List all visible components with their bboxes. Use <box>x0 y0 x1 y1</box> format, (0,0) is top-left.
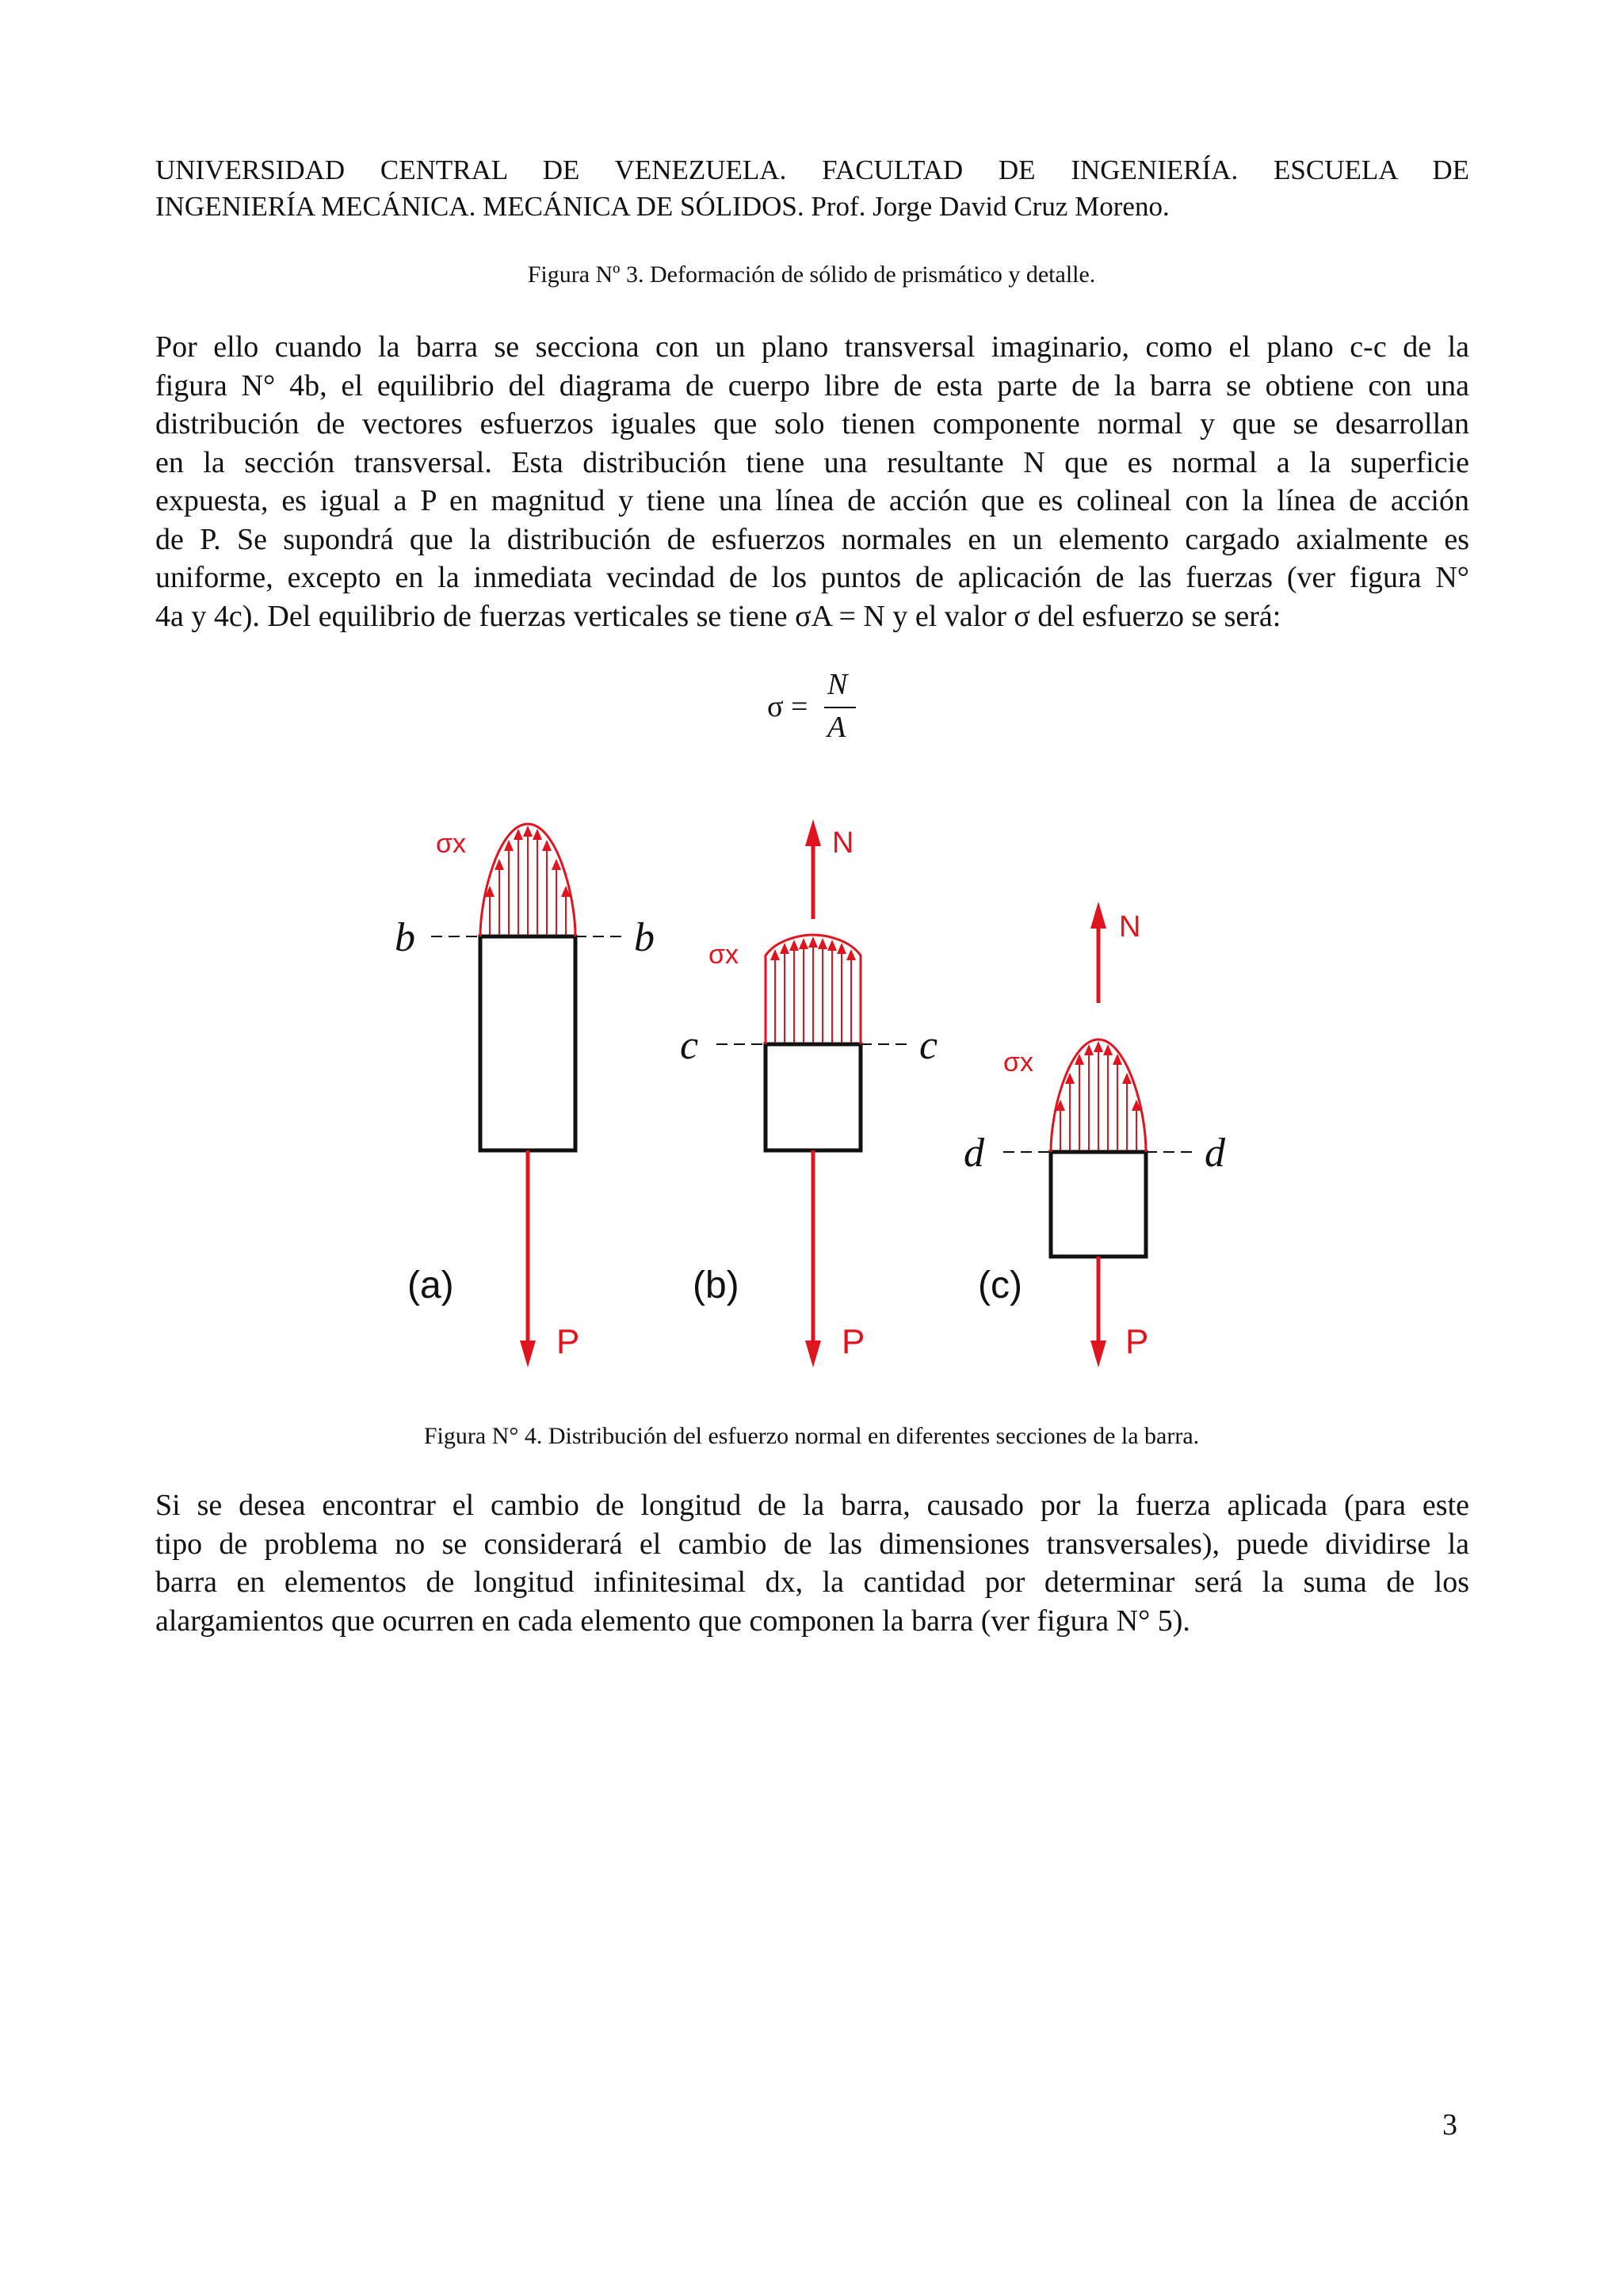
force-arrowhead-n-c <box>1090 902 1106 929</box>
force-arrowhead-p-a <box>520 1341 536 1367</box>
panel-label-c: (c) <box>978 1264 1022 1306</box>
paragraph-line: 4a y 4c). Del equilibrio de fuerzas verticales se tiene σA = N y el valor σ del esfuerzo se será: <box>155 599 1281 633</box>
paragraph-line: barra en elementos de longitud infinitesimal dx, la cantidad por determinar será la suma de los <box>155 1566 1469 1599</box>
paragraph-line: tipo de problema no se considerará el cambio de las dimensiones transversales), puede dividirse la <box>155 1527 1469 1561</box>
stress-label-c: σx <box>1003 1047 1033 1077</box>
force-label-p-c: P <box>1125 1322 1149 1361</box>
paragraph-line: figura N° 4b, el equilibrio del diagrama de cuerpo libre de esta parte de la barra se obtiene con una <box>155 368 1469 402</box>
force-arrowhead-p-c <box>1090 1341 1106 1367</box>
section-label-c-right: d <box>1205 1131 1225 1176</box>
paragraph-line: uniforme, excepto en la inmediata vecindad de los puntos de aplicación de las fuerzas (ver figura N° <box>155 561 1469 594</box>
page-number: 3 <box>1442 2108 1457 2142</box>
figure-3-caption: Figura Nº 3. Deformación de sólido de prismático y detalle. <box>527 261 1096 288</box>
panel-a <box>395 824 655 1367</box>
panel-c <box>964 902 1226 1367</box>
force-arrowhead-p-b <box>805 1341 821 1367</box>
paragraph-line: alargamientos que ocurren en cada elemento que componen la barra (ver figura N° 5). <box>155 1604 1190 1638</box>
force-label-p-b: P <box>842 1322 865 1361</box>
stress-label-b: σx <box>708 940 739 970</box>
section-label-b-right: c <box>919 1023 938 1068</box>
fraction-bar <box>824 707 856 708</box>
force-label-p-a: P <box>556 1322 580 1361</box>
stress-distribution-b <box>766 935 861 1044</box>
panel-label-b: (b) <box>693 1264 739 1306</box>
panel-b <box>680 819 938 1367</box>
section-label-b-left: c <box>680 1023 699 1068</box>
figure-4-diagram <box>380 808 1252 1379</box>
paragraph-line: distribución de vectores esfuerzos iguales que solo tienen componente normal y que se desarrollan <box>155 407 1469 441</box>
bar-a <box>480 936 575 1150</box>
section-label-a-left: b <box>395 915 415 960</box>
section-label-a-right: b <box>634 915 655 960</box>
formula-numerator: N <box>827 668 848 701</box>
paragraph-line: Por ello cuando la barra se secciona con un plano transversal imaginario, como el plano c-c de la <box>155 330 1469 364</box>
stress-label-a: σx <box>436 829 466 859</box>
paragraph-1 <box>155 328 1469 635</box>
bar-b <box>766 1044 861 1150</box>
header-line-2: INGENIERÍA MECÁNICA. MECÁNICA DE SÓLIDOS. Prof. Jorge David Cruz Moreno. <box>155 191 1170 222</box>
formula-denominator: A <box>827 711 846 744</box>
formula-lhs: σ = <box>767 690 808 723</box>
stress-distribution-c <box>1051 1039 1146 1152</box>
force-arrowhead-n-b <box>805 819 821 846</box>
paragraph-line: Si se desea encontrar el cambio de longitud de la barra, causado por la fuerza aplicada (para este <box>155 1489 1469 1522</box>
document-header <box>155 152 1469 225</box>
paragraph-line: en la sección transversal. Esta distribución tiene una resultante N que es normal a la superficie <box>155 445 1469 479</box>
force-label-n-b: N <box>832 826 854 860</box>
stress-distribution-a <box>480 824 575 936</box>
paragraph-line: expuesta, es igual a P en magnitud y tiene una línea de acción que es colineal con la línea de acción <box>155 484 1469 517</box>
paragraph-line: de P. Se supondrá que la distribución de esfuerzos normales en un elemento cargado axialmente es <box>155 522 1469 556</box>
panel-label-a: (a) <box>407 1264 454 1306</box>
stress-formula <box>767 666 878 745</box>
figure-4-caption: Figura N° 4. Distribución del esfuerzo normal en diferentes secciones de la barra. <box>423 1423 1200 1449</box>
paragraph-2 <box>155 1486 1469 1640</box>
force-label-n-c: N <box>1119 910 1141 944</box>
section-label-c-left: d <box>964 1131 984 1176</box>
bar-c <box>1051 1152 1146 1257</box>
header-line-1: UNIVERSIDAD CENTRAL DE VENEZUELA. FACULTAD DE INGENIERÍA. ESCUELA DE <box>155 154 1469 185</box>
